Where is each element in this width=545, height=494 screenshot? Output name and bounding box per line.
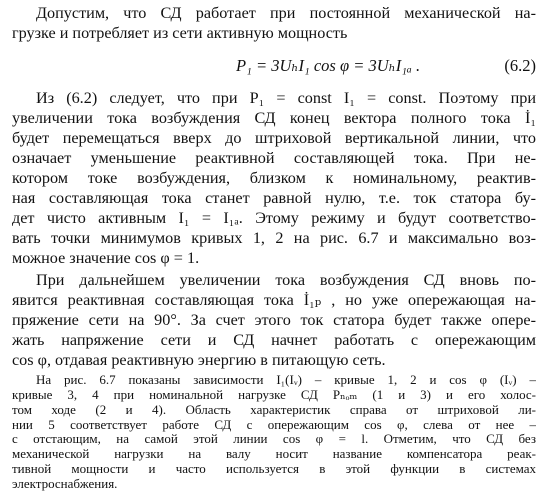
paragraph-2-line-9: можное значение cos φ = 1. bbox=[12, 249, 200, 267]
paragraph-2-line-5: котором токе возбуждения, близком к номинальному, реактив- bbox=[12, 169, 536, 187]
paragraph-2-line-4: означает уменьшение реактивной составляющей тока. При не- bbox=[12, 149, 536, 167]
paragraph-4-line-7: тивной мощности и часто используется в этой функции в системах bbox=[12, 462, 536, 477]
paragraph-3-line-4: жать напряжение сети и СД начнет работать с опережающим bbox=[12, 331, 536, 349]
equation-expression: P₁ = 3UₕI₁ cos φ = 3UₕI₁ₐ . bbox=[236, 56, 421, 75]
paragraph-3-line-5: cos φ, отдавая реактивную энергию в питающую сеть. bbox=[12, 351, 386, 369]
paragraph-3-line-2: явится реактивная составляющая тока İ₁ₚ , но уже опережающая на- bbox=[12, 291, 536, 309]
paragraph-4-line-6: механической нагрузки на валу носит название компенсатора реак- bbox=[12, 447, 536, 462]
paragraph-2-line-3: будет перемещаться вверх до штриховой вертикальной линии, что bbox=[12, 129, 536, 147]
paragraph-3-line-1: При дальнейшем увеличении тока возбуждения СД вновь по- bbox=[36, 271, 536, 289]
paragraph-2-line-8: вать точки минимумов кривых 1, 2 на рис. 6.7 и максимально воз- bbox=[12, 229, 536, 247]
paragraph-4-line-8: электроснабжения. bbox=[12, 477, 118, 491]
equation-6-2 bbox=[0, 56, 536, 80]
paragraph-1-line-2: грузке и потребляет из сети активную мощность bbox=[12, 24, 348, 42]
paragraph-3-line-3: пряжение сети на 90°. За счет этого ток статора будет также опере- bbox=[12, 311, 536, 329]
paragraph-4-line-4: нии 5 соответствует работе СД с опережающим cos φ, слева от нее – bbox=[12, 417, 536, 432]
equation-number: (6.2) bbox=[504, 56, 536, 75]
paragraph-4-line-2: кривые 3, 4 при номинальной нагрузке СД Pₙₒₘ (1 и 3) и его холос- bbox=[12, 387, 536, 402]
paragraph-2-line-7: дет чисто активным I₁ = I₁ₐ. Этому режиму и будут соответство- bbox=[12, 209, 536, 227]
paragraph-2-line-2: увеличении тока возбуждения СД конец вектора полного тока İ₁ bbox=[12, 109, 536, 127]
paragraph-4-line-3: том ходе (2 и 4). Область характеристик справа от штриховой ли- bbox=[12, 402, 536, 417]
paragraph-4-line-5: с отстающим, на самой этой линии cos φ = l. Отметим, что СД без bbox=[12, 432, 536, 447]
paragraph-4-line-1: На рис. 6.7 показаны зависимости I₁(Iᵥ) – кривые 1, 2 и cos φ (Iᵥ) – bbox=[36, 373, 536, 387]
paragraph-1-line-1: Допустим, что СД работает при постоянной механической на- bbox=[36, 4, 536, 22]
paragraph-2-line-1: Из (6.2) следует, что при P₁ = const I₁ = const. Поэтому при bbox=[36, 89, 536, 107]
paragraph-2-line-6: ная составляющая тока станет равной нулю, т.е. ток статора бу- bbox=[12, 189, 536, 207]
